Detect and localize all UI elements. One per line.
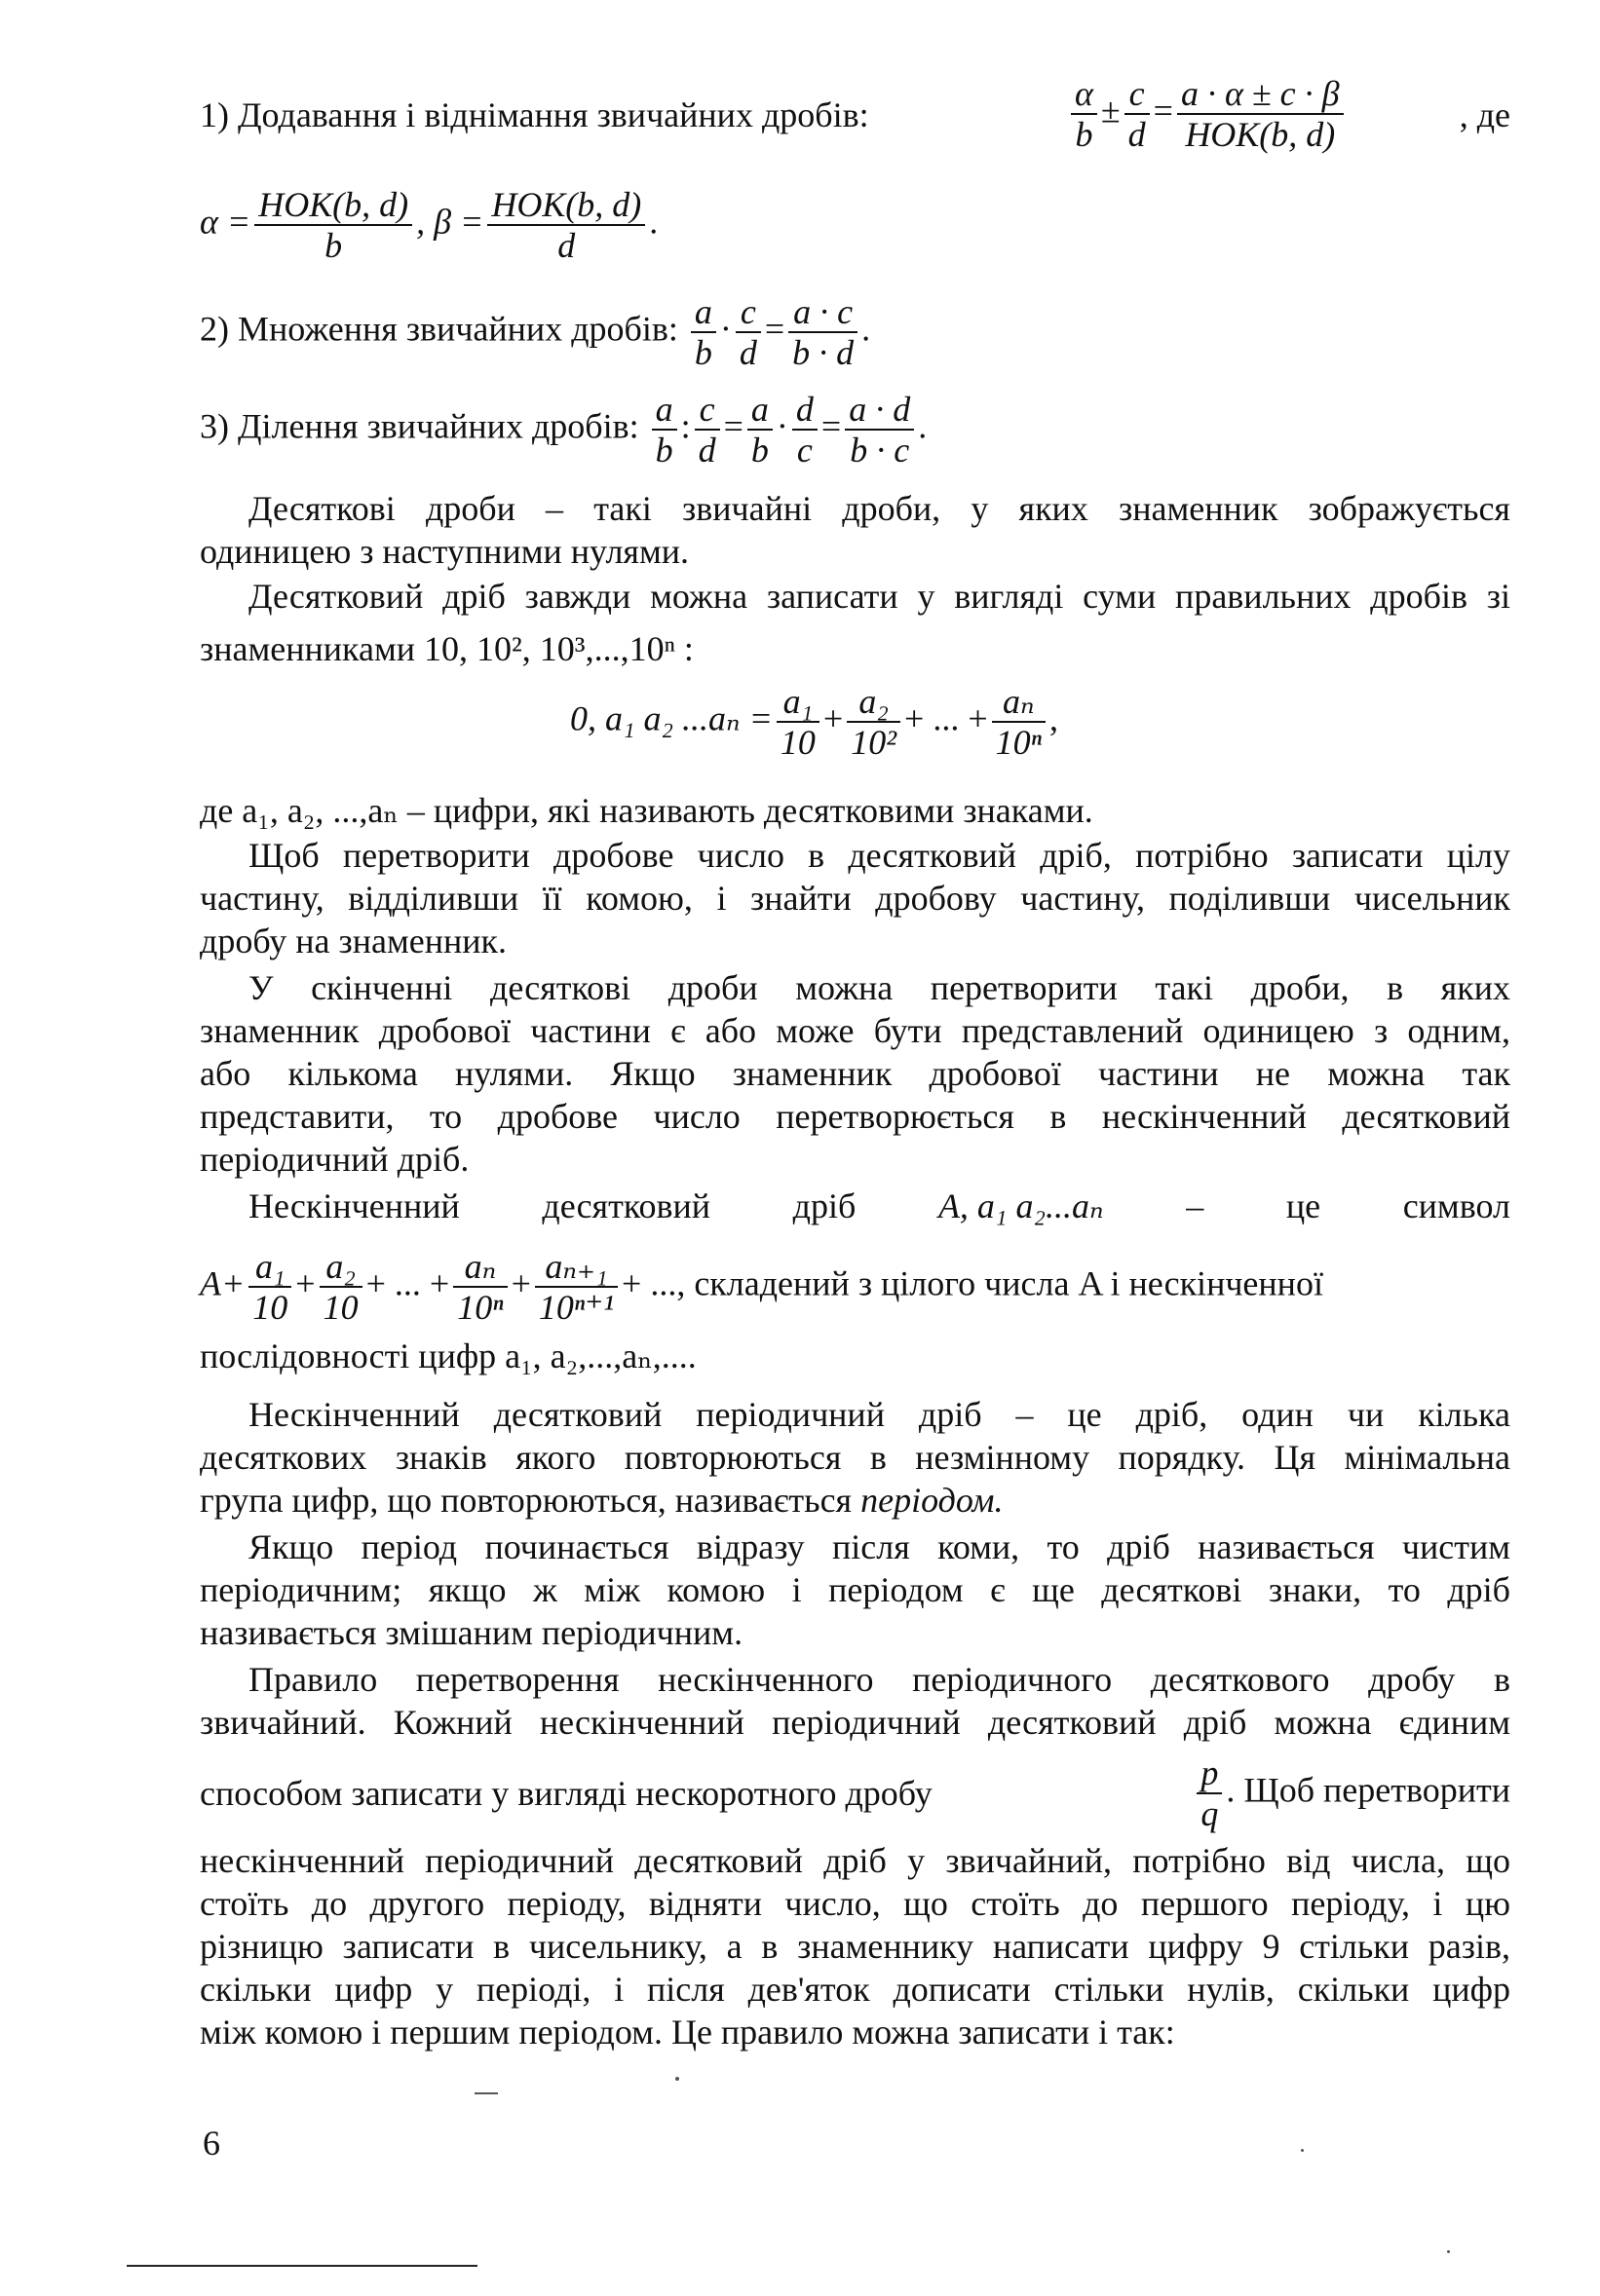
rule-multiplication: 2) Множення звичайних дробів: $\frac{a}{b}$ · $\frac{c}{d}$ = $\frac{a \cdot c}{b \cdot d}$ . (200, 292, 871, 372)
addition-formula: $\frac{\alpha}{b}$ ± $\frac{c}{d}$ = $\frac{a \cdot \alpha \pm c \cdot \beta}{\text{НОК(b, d)}}$ (1067, 74, 1348, 154)
p4-line-2: частину, відділивши її комою, і знайти дробову частину, поділивши чисельник (200, 879, 1510, 918)
p10-line-4: скільки цифр у періоді, і після дев'яток дописати стільки нулів, скільки цифр (200, 1970, 1510, 2009)
multiplication-text: 2) Множення звичайних дробів: (200, 309, 678, 349)
p1-line-2: одиницею з наступними нулями. (200, 532, 690, 571)
bottom-rule (127, 2265, 477, 2267)
p8-line-3: називається змішаним періодичним. (200, 1613, 743, 1652)
p3-digits: де a₁, a₂, ...,aₙ – цифри, які називають десятковими знаками. (200, 791, 1093, 830)
rule-division: 3) Ділення звичайних дробів: $\frac{a}{b}$ : $\frac{c}{d}$ = $\frac{a}{b}$ · $\frac{d}{c}$ = $\frac{a \cdot d}{b \cdot c}$ . (200, 390, 928, 470)
scan-mark (1301, 2149, 1304, 2152)
p5-line-5: періодичний дріб. (200, 1140, 470, 1179)
p10-line-3: різницю записати в чисельнику, а в знаменнику написати цифру 9 стільки разів, (200, 1927, 1510, 1966)
beta-label: , β = (416, 202, 484, 242)
decimal-sum-equation: 0, a₁ a₂ ...aₙ = $\frac{\text{a₁}}{10}$ + $\frac{\text{a₂}}{\text{10²}}$ + ... + $\frac{\text{aₙ}}{\text{10ⁿ}}$ , (570, 682, 1058, 762)
p4-line-1: Щоб перетворити дробове число в десятковий дріб, потрібно записати цілу (248, 836, 1510, 875)
scan-mark (675, 2077, 679, 2081)
p10-line-5: між комою і першим періодом. Це правило можна записати і так: (200, 2013, 1175, 2051)
division-text: 3) Ділення звичайних дробів: (200, 406, 639, 446)
p9-line-2: звичайний. Кожний нескінченний періодичний десятковий дріб можна єдиним (200, 1703, 1510, 1742)
alpha-fraction: $\frac{\text{НОК(b, d)}}{b}$ (254, 185, 412, 265)
p2-line-1: Десятковий дріб завжди можна записати у вигляді суми правильних дробів зі (248, 577, 1510, 616)
beta-fraction: $\frac{\text{НОК(b, d)}}{d}$ (487, 185, 645, 265)
p8-line-2: періодичним; якщо ж між комою і періодом є ще десяткові знаки, то дріб (200, 1570, 1510, 1609)
rule-addition (200, 74, 1510, 154)
alpha-label: α = (200, 202, 251, 242)
p10-line-2: стоїть до другого періоду, відняти число, що стоїть до першого періоду, і цю (200, 1884, 1510, 1923)
p-over-q-fraction: $\frac{p}{q}$ (1197, 1753, 1222, 1833)
p6-series: A+ $\frac{\text{a₁}}{10}$ + $\frac{\text{a₂}}{10}$ + ... + $\frac{\text{aₙ}}{\text{10ⁿ}}$ + $\frac{\text{aₙ₊₁}}{\text{10ⁿ⁺¹}}$ + ..., складений з цілого числа A і нескінченної (200, 1247, 1323, 1327)
p9-line-3: способом записати у вигляді нескоротного дробу $\frac{p}{q}$ . Щоб перетворити (200, 1753, 1510, 1833)
p6-line-3: послідовності цифр a₁, a₂,...,aₙ,.... (200, 1336, 697, 1375)
addition-tail: , де (1459, 95, 1510, 134)
p7-line-1: Нескінченний десятковий періодичний дріб – це дріб, один чи кілька (248, 1395, 1510, 1434)
p8-line-1: Якщо період починається відразу після коми, то дріб називається чистим (248, 1527, 1510, 1566)
p5-line-1: У скінченні десяткові дроби можна перетворити такі дроби, в яких (248, 968, 1510, 1007)
p2-line-2: знаменниками 10, 10², 10³,...,10ⁿ : (200, 629, 694, 668)
p7-line-2: десяткових знаків якого повторюються в незмінному порядку. Ця мінімальна (200, 1438, 1510, 1477)
p5-line-3: або кількома нулями. Якщо знаменник дробової частини не можна так (200, 1054, 1510, 1093)
alpha-beta-definition: α = $\frac{\text{НОК(b, d)}}{b}$ , β = $\frac{\text{НОК(b, d)}}{d}$ . (200, 185, 659, 265)
p9-line-1: Правило перетворення нескінченного періодичного десяткового дробу в (248, 1660, 1510, 1699)
p4-line-3: дробу на знаменник. (200, 922, 508, 960)
p7-line-3: група цифр, що повторюються, називається періодом. (200, 1481, 1004, 1520)
p6-line-1: Нескінченний десятковий дріб A, a₁ a₂...aₙ – це символ (248, 1186, 1510, 1225)
p10-line-1: нескінченний періодичний десятковий дріб у звичайний, потрібно від числа, що (200, 1841, 1510, 1880)
term-period: періодом. (860, 1481, 1004, 1520)
scan-mark (1447, 2250, 1450, 2253)
p5-line-4: представити, то дробове число перетворюється в нескінченний десятковий (200, 1097, 1510, 1136)
p1-line-1: Десяткові дроби – такі звичайні дроби, у яких знаменник зображується (248, 489, 1510, 528)
denominators-list: 10, 10², 10³,...,10ⁿ : (424, 629, 694, 668)
scan-mark (475, 2092, 498, 2094)
page-number: 6 (203, 2124, 220, 2163)
p5-line-2: знаменник дробової частини є або може бути представлений одиницею з одним, (200, 1011, 1510, 1050)
rule-addition-text: 1) Додавання і віднімання звичайних дробів: (200, 95, 869, 134)
